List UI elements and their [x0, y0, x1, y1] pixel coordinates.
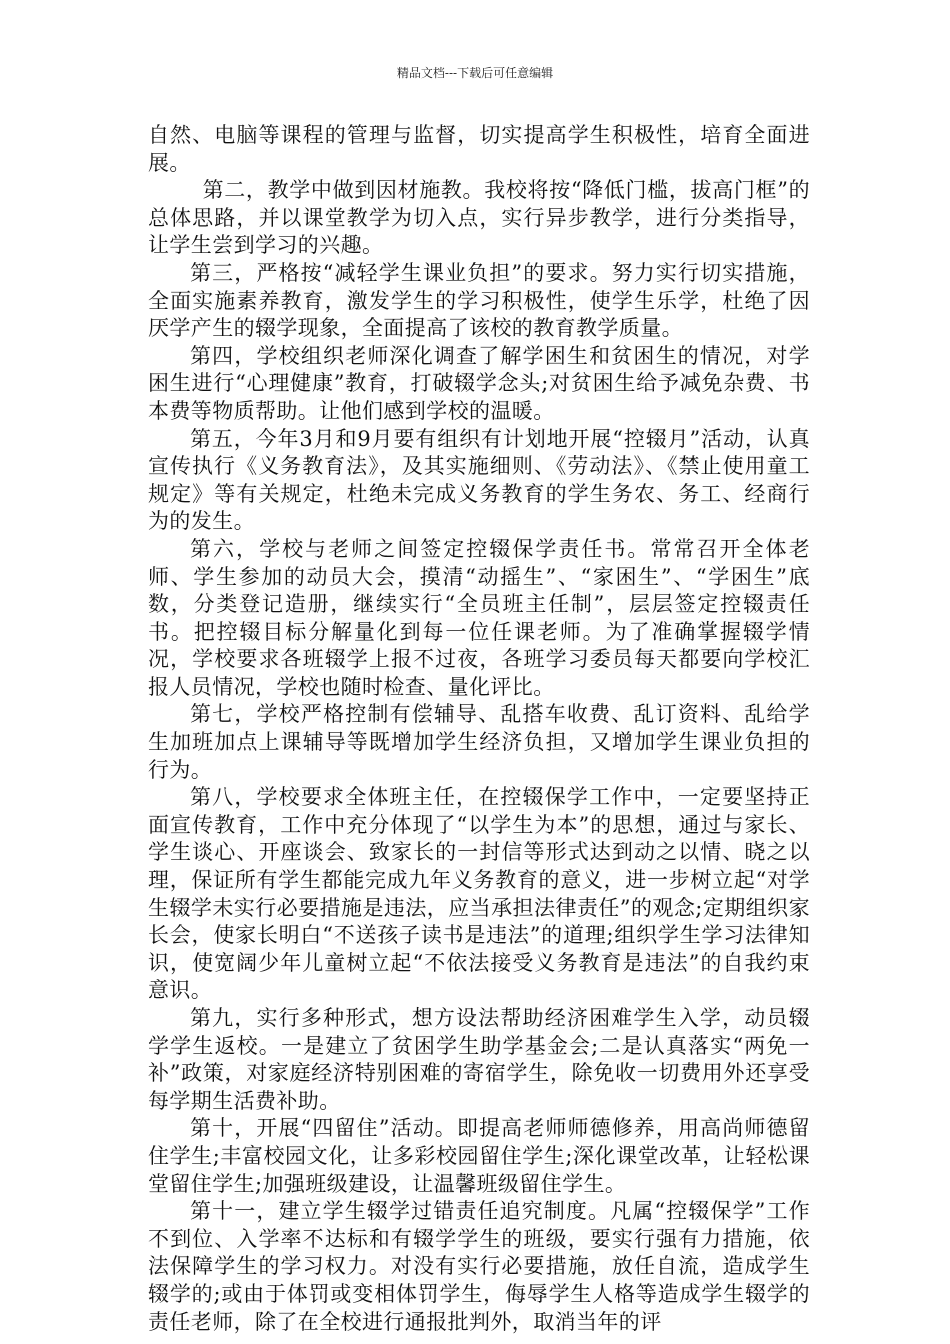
paragraph-3: 第三，严格按“减轻学生课业负担”的要求。努力实行切实措施，全面实施素养教育，激发学生的学习积极性，使学生乐学，杜绝了因厌学产生的辍学现象，全面提高了该校的教育教学质量。: [148, 260, 810, 341]
page-header: 精品文档---下载后可任意编辑: [396, 66, 554, 80]
paragraph-2: 第二，教学中做到因材施教。我校将按“降低门槛，拔高门框”的总体思路，并以课堂教学为切入点，实行异步教学，进行分类指导，让学生尝到学习的兴趣。: [148, 178, 810, 258]
paragraph-8: 第八，学校要求全体班主任，在控辍保学工作中，一定要坚持正面宣传教育，工作中充分体现了“以学生为本”的思想，通过与家长、学生谈心、开座谈会、致家长的一封信等形式达到动之以情、晓之以理，保证所有学生都能完成九年义务教育的意义，进一步树立起“对学生辍学未实行必要措施是违法，应当承担法律责任”的观念;定期组织家长会，使家长明白“不送孩子读书是违法”的道理;组织学生学习法律知识，使宽阔少年儿童树立起“不依法接受义务教育是违法”的自我约束意识。: [148, 785, 810, 1003]
paragraph-4: 第四，学校组织老师深化调查了解学困生和贫困生的情况，对学困生进行“心理健康”教育，打破辍学念头;对贫困生给予减免杂费、书本费等物质帮助。让他们感到学校的温暖。: [148, 343, 810, 423]
paragraph-11: 第十一，建立学生辍学过错责任追究制度。凡属“控辍保学”工作不到位、入学率不达标和有辍学学生的班级，要实行强有力措施，依法保障学生的学习权力。对没有实行必要措施，放任自流，造成学生辍学的;或由于体罚或变相体罚学生，侮辱学生人格等造成学生辍学的责任老师，除了在全校进行通报批判外，取消当年的评: [148, 1199, 810, 1334]
paragraph-7: 第七，学校严格控制有偿辅导、乱搭车收费、乱订资料、乱给学生加班加点上课辅导等既增加学生经济负担，又增加学生课业负担的行为。: [148, 702, 810, 782]
document-body: [148, 122, 810, 1336]
paragraph-continuation: 自然、电脑等课程的管理与监督，切实提高学生积极性，培育全面进展。: [148, 123, 810, 175]
paragraph-10: 第十，开展“四留住”活动。即提高老师师德修养，用高尚师德留住学生;丰富校园文化，让多彩校园留住学生;深化课堂改革，让轻松课堂留住学生;加强班级建设，让温馨班级留住学生。: [148, 1116, 810, 1196]
paragraph-9: 第九，实行多种形式，想方设法帮助经济困难学生入学，动员辍学学生返校。一是建立了贫困学生助学基金会;二是认真落实“两免一补”政策，对家庭经济特别困难的寄宿学生，除免收一切费用外还享受每学期生活费补助。: [148, 1006, 810, 1113]
paragraph-6: 第六，学校与老师之间签定控辍保学责任书。常常召开全体老师、学生参加的动员大会，摸清“动摇生”、“家困生”、“学困生”底数，分类登记造册，继续实行“全员班主任制”，层层签定控辍责任书。把控辍目标分解量化到每一位任课老师。为了准确掌握辍学情况，学校要求各班辍学上报不过夜，各班学习委员每天都要向学校汇报人员情况，学校也随时检查、量化评比。: [148, 536, 810, 699]
paragraph-5: 第五，今年3月和9月要有组织有计划地开展“控辍月”活动，认真宣传执行《义务教育法》，及其实施细则、《劳动法》、《禁止使用童工规定》等有关规定，杜绝未完成义务教育的学生务农、务工、经商行为的发生。: [148, 426, 810, 534]
